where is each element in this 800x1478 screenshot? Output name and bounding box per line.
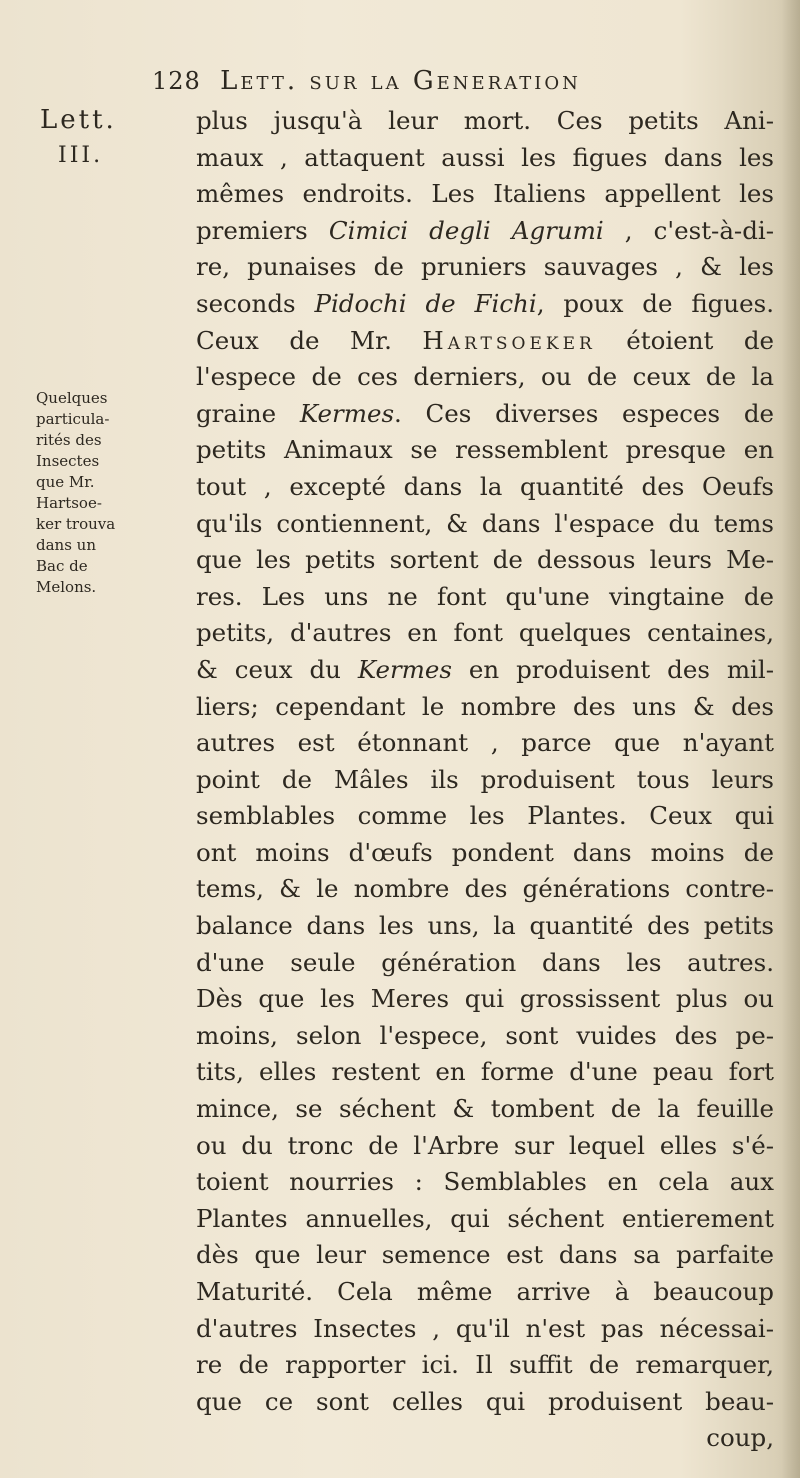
text-line: mince, se séchent & tombent de la feuille (196, 1094, 774, 1124)
text-line: mêmes endroits. Les Italiens appellent les (196, 179, 774, 209)
margin-note-line: Bac de (36, 557, 88, 575)
text-line: l'espece de ces derniers, ou de ceux de la (196, 362, 774, 392)
text-line: tits, elles restent en forme d'une peau fort (196, 1057, 774, 1087)
text-line: que les petits sortent de dessous leurs Me- (196, 545, 774, 575)
text-line (196, 213, 774, 250)
text-run: , c'est-à-di- (603, 215, 774, 245)
text-line: d'autres Insectes , qu'il n'est pas nécessai- (196, 1313, 774, 1343)
text-run: en produisent des mil- (452, 654, 774, 684)
text-line: plus jusqu'à leur mort. Ces petits Ani- (196, 106, 774, 135)
text-line (196, 396, 774, 433)
text-line: petits, d'autres en font quelques centaines, (196, 618, 774, 648)
text-line: Dès que les Meres qui grossissent plus ou (196, 984, 774, 1014)
running-header (152, 66, 752, 96)
text-line (196, 323, 774, 360)
author-name: Hartsoeker (422, 325, 596, 355)
letter-roman-number: III. (58, 143, 104, 168)
margin-note-line: Hartsoe- (36, 494, 102, 512)
text-line: d'une seule génération dans les autres. (196, 947, 774, 977)
text-line: dès que leur semence est dans sa parfaite (196, 1240, 774, 1270)
text-line (196, 652, 774, 689)
page-edge-shadow (782, 0, 800, 1478)
body-text (196, 103, 774, 1457)
text-line: qu'ils contiennent, & dans l'espace du tems (196, 508, 774, 538)
text-line: re de rapporter ici. Il suffit de remarquer, (196, 1350, 774, 1380)
catchword: coup, (706, 1423, 774, 1453)
text-run: graine (196, 398, 300, 428)
text-line: ou du tronc de l'Arbre sur lequel elles s'é- (196, 1130, 774, 1160)
letter-label (40, 102, 150, 174)
italic-term: Kermes (357, 654, 452, 684)
text-run: & ceux du (196, 654, 358, 684)
text-run: seconds (196, 288, 315, 318)
text-line: tout , excepté dans la quantité des Oeufs (196, 471, 774, 501)
text-run: , poux de figues. (536, 288, 774, 318)
italic-term: Pidochi de Fichi (314, 288, 537, 318)
text-line (196, 286, 774, 323)
letter-abbrev: Lett. (40, 105, 117, 135)
text-line: point de Mâles ils produisent tous leurs (196, 764, 774, 794)
margin-note-line: Melons. (36, 578, 97, 596)
margin-note-line: rités des (36, 431, 102, 449)
text-run: Ceux de Mr. (196, 325, 423, 355)
text-line: ont moins d'œufs pondent dans moins de (196, 837, 774, 867)
text-line: que ce sont celles qui produisent beau- (196, 1386, 774, 1416)
margin-note-line: ker trouva (36, 515, 116, 533)
text-line: balance dans les uns, la quantité des petits (196, 911, 774, 941)
text-run: étoient de (595, 325, 774, 355)
text-line: maux , attaquent aussi les figues dans les (196, 142, 774, 172)
margin-note-line: Quelques (36, 389, 108, 407)
running-title: Lett. sur la Generation (220, 66, 581, 96)
text-line: semblables comme les Plantes. Ceux qui (196, 801, 774, 831)
text-line: toient nourries : Semblables en cela aux (196, 1167, 774, 1197)
margin-note-line: Insectes (36, 452, 100, 470)
margin-note-line: particula- (36, 410, 110, 428)
text-run: . Ces diverses especes de (394, 398, 775, 428)
italic-term: Kermes (299, 398, 395, 428)
text-line: liers; cependant le nombre des uns & des (196, 691, 774, 721)
text-line: moins, selon l'espece, sont vuides des pe- (196, 1020, 774, 1050)
margin-note-line: dans un (36, 536, 96, 554)
margin-note-line: que Mr. (36, 473, 95, 491)
text-line: autres est étonnant , parce que n'ayant (196, 728, 774, 758)
text-line: Maturité. Cela même arrive à beaucoup (196, 1277, 774, 1306)
text-line: Plantes annuelles, qui séchent entierement (196, 1203, 774, 1233)
italic-term: Cimici degli Agrumi (328, 215, 604, 245)
page-number: 128 (152, 67, 201, 95)
text-run: premiers (196, 215, 329, 245)
text-line: petits Animaux se ressemblent presque en (196, 435, 774, 465)
text-line: re, punaises de pruniers sauvages , & les (196, 252, 774, 282)
text-line: res. Les uns ne font qu'une vingtaine de (196, 581, 774, 611)
text-line: tems, & le nombre des générations contre- (196, 874, 774, 904)
margin-note (36, 388, 146, 598)
